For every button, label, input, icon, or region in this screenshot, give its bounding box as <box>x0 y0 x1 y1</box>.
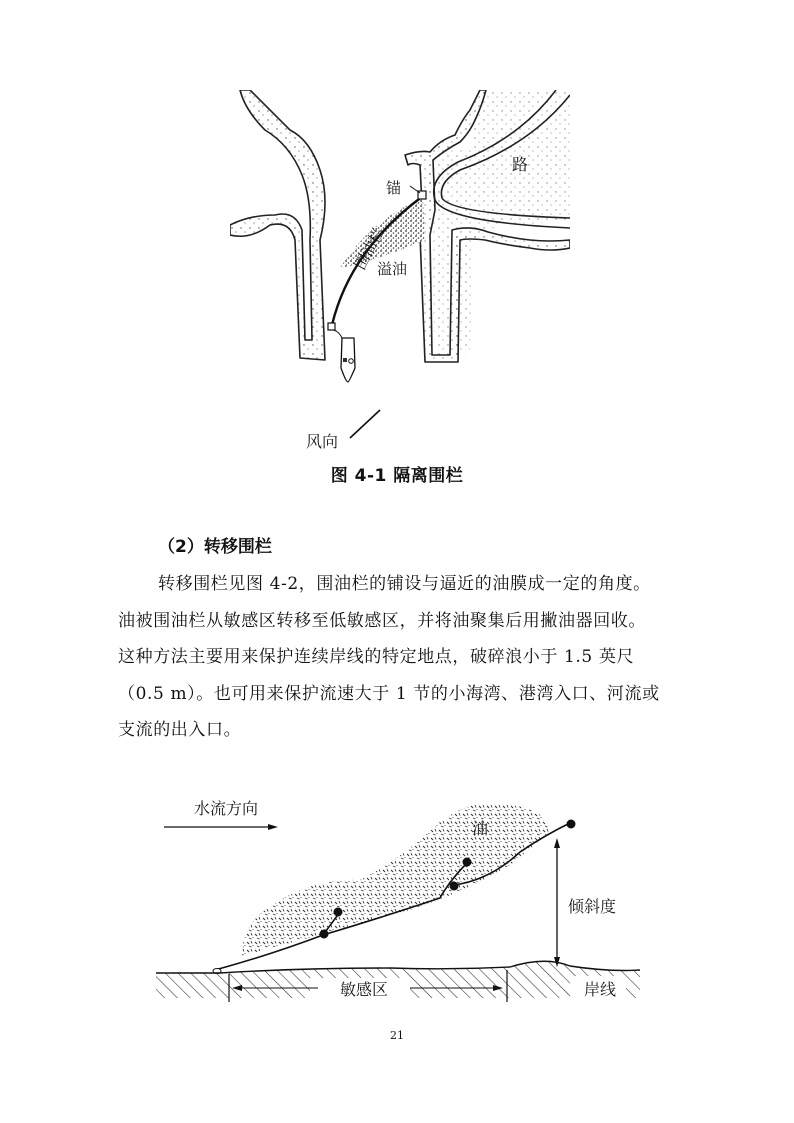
deflection-boom-diagram <box>150 780 650 1010</box>
road-label: 路 <box>512 155 529 174</box>
figure-4-2 <box>150 780 650 1010</box>
flow-direction-label: 水流方向 <box>194 799 259 818</box>
isolation-boom-diagram <box>230 90 570 460</box>
paragraph-line: 转移围栏见图 4-2，围油栏的铺设与逼近的油膜成一定的角度。 <box>158 574 651 594</box>
anchor-label: 锚 <box>386 179 402 197</box>
paragraph-line: 这种方法主要用来保护连续岸线的特定地点，破碎浪小于 1.5 英尺 <box>118 647 635 667</box>
paragraph-line: 油被围油栏从敏感区转移至低敏感区，并将油聚集后用撇油器回收。 <box>118 610 646 631</box>
figure-4-1 <box>230 90 570 460</box>
boom-label: 围油栏 <box>350 224 388 273</box>
section-heading: （2）转移围栏 <box>158 537 272 557</box>
paragraph-line: （0.5 m）。也可用来保护流速大于 1 节的小海湾、港湾入口、河流或 <box>118 683 660 704</box>
slope-label: 倾斜度 <box>568 897 617 916</box>
spill-label: 溢油 <box>377 260 408 278</box>
wind-direction-label: 风向 <box>306 432 339 451</box>
shoreline-label: 岸线 <box>584 980 617 999</box>
oil-label: 油 <box>472 819 489 838</box>
paragraph-line: 支流的出入口。 <box>118 720 242 740</box>
page-number: 21 <box>390 1029 404 1042</box>
sensitive-area-label: 敏感区 <box>340 980 389 999</box>
figure-caption: 图 4-1 隔离围栏 <box>330 466 464 486</box>
body-paragraph <box>118 566 678 749</box>
